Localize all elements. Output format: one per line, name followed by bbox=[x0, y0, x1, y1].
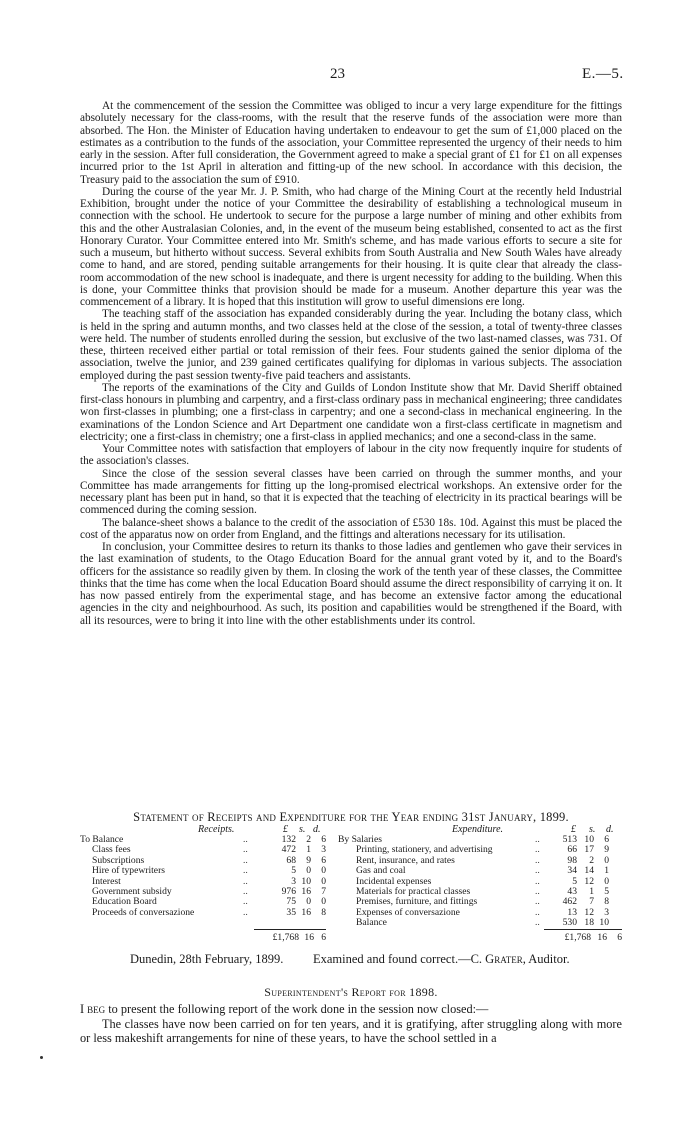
amount-shillings: 12 bbox=[584, 906, 594, 918]
expenditure-total bbox=[544, 933, 624, 943]
leader-dots: .. bbox=[535, 906, 540, 918]
statement-title: Statement of Receipts and Expenditure for the Year ending 31st January, 1899. bbox=[133, 810, 569, 824]
amount-pounds: 98 bbox=[567, 854, 577, 866]
total-shillings: 16 bbox=[597, 932, 607, 943]
receipts-currency-l: £ bbox=[283, 824, 288, 835]
leader-dots: .. bbox=[243, 875, 248, 887]
row-label: By Salaries bbox=[338, 834, 382, 845]
amount-pounds: 34 bbox=[567, 865, 577, 877]
receipts-total bbox=[254, 933, 329, 943]
row-label: Subscriptions bbox=[92, 854, 145, 866]
amount-pounds: 5 bbox=[291, 865, 296, 877]
amount-pounds: 3 bbox=[291, 875, 296, 887]
amount-pence: 1 bbox=[604, 865, 609, 877]
intro-line bbox=[80, 1002, 622, 1017]
leader-dots: .. bbox=[535, 896, 540, 908]
intro-text: to present the following report of the work done in the session now closed:— bbox=[105, 1002, 489, 1016]
leader-dots: .. bbox=[535, 844, 540, 856]
row-label: Proceeds of conversazione bbox=[92, 906, 195, 918]
receipts-currency-s: s. bbox=[299, 824, 306, 835]
amount-shillings: 9 bbox=[306, 854, 311, 866]
amount-shillings: 7 bbox=[589, 896, 594, 908]
place-date: Dunedin, 28th February, 1899. bbox=[130, 952, 284, 966]
amount-pounds: 68 bbox=[286, 854, 296, 866]
row-label: Class fees bbox=[92, 844, 131, 856]
amount-pence: 8 bbox=[604, 896, 609, 908]
superintendent-report-title: Superintendent's Report for 1898. bbox=[264, 985, 438, 999]
amount-shillings: 1 bbox=[589, 885, 594, 897]
leader-dots: .. bbox=[243, 834, 248, 845]
amount-pounds: 66 bbox=[567, 844, 577, 856]
amount-pence: 3 bbox=[604, 906, 609, 918]
amount-shillings: 10 bbox=[301, 875, 311, 887]
amount-pence: 6 bbox=[604, 834, 609, 845]
amount-pounds: 132 bbox=[281, 834, 296, 845]
row-label: Balance bbox=[356, 917, 387, 929]
amount-pounds: 13 bbox=[567, 906, 577, 918]
paragraph: The balance-sheet shows a balance to the credit of the association of £530 18s. 10d. Against this must be placed the cost of the apparatus now on order from England, and the fittings and alterations necessary for its utilisation. bbox=[80, 516, 622, 541]
amount-pence: 9 bbox=[604, 844, 609, 856]
amount-shillings: 14 bbox=[584, 865, 594, 877]
leader-dots: .. bbox=[243, 896, 248, 908]
total-pounds: £1,768 bbox=[272, 932, 299, 943]
amount-shillings: 0 bbox=[306, 896, 311, 908]
row-label: Interest bbox=[92, 875, 121, 887]
paragraph: Since the close of the session several classes have been carried on through the summer months, and your Committee has made arrangements for fitting up the long-promised electrical workshops. An extensive order for the necessary plant has been put in hand, so that it is expected that the teaching of electricity in its practical bearings will be commenced during the coming session. bbox=[80, 467, 622, 517]
row-label: Premises, furniture, and fittings bbox=[356, 896, 478, 908]
statement-row bbox=[80, 908, 330, 918]
amount-pounds: 976 bbox=[281, 885, 296, 897]
leader-dots: .. bbox=[535, 917, 540, 929]
row-label: Gas and coal bbox=[356, 865, 406, 877]
amount-pence: 0 bbox=[604, 854, 609, 866]
amount-pounds: 35 bbox=[286, 906, 296, 918]
paragraph: In conclusion, your Committee desires to return its thanks to those ladies and gentlemen who gave their services in the last examination of students, to the Otago Education Board for the annual grant voted by it, and to the Board's officers for the assistance so readily given by them. In closing the work of the tenth year of these classes, the Committee thinks that the time has come when the local Education Board should assume the direct responsibility of carrying it on. It has now passed entirely from the experimental stage, and has become an extensive factor among the educational agencies in the city and neighbourhood. As such, its position and capabilities would be strengthened if the Board, with all its resources, were to bring it into line with the other establishments under its control. bbox=[80, 541, 622, 627]
amount-pounds: 530 bbox=[562, 917, 577, 929]
auditor-title: , Auditor. bbox=[522, 952, 570, 966]
statement-row bbox=[80, 866, 330, 876]
statement-row bbox=[338, 918, 623, 928]
paragraph: Your Committee notes with satisfaction that employers of labour in the city now frequently inquire for students of the association's classes. bbox=[80, 443, 622, 468]
leader-dots: .. bbox=[243, 865, 248, 877]
audit-note bbox=[313, 952, 570, 967]
leader-dots: .. bbox=[535, 885, 540, 897]
amount-pence: 0 bbox=[321, 865, 326, 877]
receipts-heading: Receipts. bbox=[198, 824, 235, 835]
amount-pounds: 43 bbox=[567, 885, 577, 897]
paragraph: At the commencement of the session the Committee was obliged to incur a very large expenditure for the fittings absolutely necessary for the class-rooms, with the result that the reserve funds of the association were more than absorbed. The Hon. the Minister of Education having undertaken to endeavour to get the sum of £1,000 placed on the estimates as a contribution to the funds of the association, your Committee represented the urgency of their needs to him early in the session. After full consideration, the Government agreed to make a special grant of £1 for £1 on all expenses incurred prior to the 1st April in alteration and fitting-up of the new school. In accordance with this decision, the Treasury paid to the association the sum of £910. bbox=[80, 100, 622, 186]
total-pounds: £1,768 bbox=[564, 932, 591, 943]
amount-pence: 8 bbox=[321, 906, 326, 918]
page-number: 23 bbox=[330, 66, 345, 82]
amount-shillings: 2 bbox=[589, 854, 594, 866]
expenditure-currency-d: d. bbox=[606, 824, 614, 835]
amount-shillings: 16 bbox=[301, 906, 311, 918]
amount-shillings: 0 bbox=[306, 865, 311, 877]
amount-pounds: 472 bbox=[281, 844, 296, 856]
expenditure-currency-l: £ bbox=[571, 824, 576, 835]
amount-pence: 6 bbox=[321, 834, 326, 845]
row-label: Materials for practical classes bbox=[356, 885, 471, 897]
leader-dots: .. bbox=[243, 844, 248, 856]
leader-dots: .. bbox=[535, 834, 540, 845]
total-pence: 6 bbox=[321, 932, 326, 943]
row-label: Hire of typewriters bbox=[92, 865, 165, 877]
document-reference: E.—5. bbox=[582, 66, 624, 82]
expenditure-currency-s: s. bbox=[589, 824, 596, 835]
amount-pence: 5 bbox=[604, 885, 609, 897]
leader-dots: .. bbox=[243, 854, 248, 866]
paragraph: The teaching staff of the association has expanded considerably during the year. Including the botany class, which is held in the spring and autumn months, and two classes held at the close of the session, a total of twenty-three classes were held. The number of students enrolled during the session, but exclusive of the two last-named classes, was 731. Of these, thirteen received either partial or total remission of their fees. Four students gained the senior diploma of the association, twelve the junior, and 239 gained certificates qualifying for diplomas in various subjects. The association employed during the past session twenty-five paid teachers and assistants. bbox=[80, 308, 622, 382]
row-label: To Balance bbox=[80, 834, 124, 845]
leader-dots: .. bbox=[243, 885, 248, 897]
total-shillings: 16 bbox=[304, 932, 314, 943]
leader-dots: .. bbox=[535, 875, 540, 887]
statement-row bbox=[338, 866, 623, 876]
amount-pence: 0 bbox=[321, 875, 326, 887]
amount-pence: 0 bbox=[321, 896, 326, 908]
row-label: Government subsidy bbox=[92, 885, 172, 897]
receipts-currency-d: d. bbox=[313, 824, 321, 835]
total-pence: 6 bbox=[617, 932, 622, 943]
intro-lead: I beg bbox=[80, 1002, 106, 1016]
margin-mark bbox=[40, 1056, 43, 1059]
amount-shillings: 18 bbox=[584, 917, 594, 929]
expenditure-heading: Expenditure. bbox=[452, 824, 504, 835]
amount-shillings: 10 bbox=[584, 834, 594, 845]
amount-pounds: 5 bbox=[572, 875, 577, 887]
row-label: Education Board bbox=[92, 896, 157, 908]
paragraph: The classes have now been carried on for ten years, and it is gratifying, after struggling along with more or less makeshift arrangements for nine of these years, to have the school settled in a bbox=[80, 1016, 622, 1045]
amount-shillings: 1 bbox=[306, 844, 311, 856]
amount-pence: 6 bbox=[321, 854, 326, 866]
amount-shillings: 2 bbox=[306, 834, 311, 845]
leader-dots: .. bbox=[535, 865, 540, 877]
auditor-name: C. Grater bbox=[470, 952, 523, 966]
receipts-table bbox=[80, 835, 330, 918]
row-label: Rent, insurance, and rates bbox=[356, 854, 455, 866]
amount-shillings: 16 bbox=[301, 885, 311, 897]
expenditure-table bbox=[338, 835, 623, 929]
amount-pounds: 462 bbox=[562, 896, 577, 908]
superintendent-report-body bbox=[80, 1002, 622, 1046]
examined-text: Examined and found correct.— bbox=[313, 952, 471, 966]
report-body bbox=[80, 100, 622, 627]
row-label: Printing, stationery, and advertising bbox=[356, 844, 493, 856]
amount-pounds: 513 bbox=[562, 834, 577, 845]
leader-dots: .. bbox=[243, 906, 248, 918]
leader-dots: .. bbox=[535, 854, 540, 866]
amount-pence: 3 bbox=[321, 844, 326, 856]
receipts-total-rule bbox=[254, 929, 326, 930]
row-label: Expenses of conversazione bbox=[356, 906, 460, 918]
paragraph: During the course of the year Mr. J. P. Smith, who had charge of the Mining Court at the recently held Industrial Exhibition, brought under the notice of your Committee the desirability of establishing a technological museum in connection with the school. He undertook to secure for the purpose a large number of mining and other exhibits from this and the other Australasian Colonies, and, in the event of the museum being established, consented to act as the first Honorary Curator. Your Committee entered into Mr. Smith's scheme, and has made various efforts to secure a site for such a museum, but hitherto without success. Several exhibits from South Australia and New South Wales have already come to hand, and are stored, pending suitable arrangements for their housing. It is quite clear that already the class-room accommodation of the new school is inadequate, and there is urgent necessity for adding to the building. When this is done, your Committee thinks that provision should be made for a museum. Another departure this year was the commencement of a library. It is hoped that this institution will grow to useful dimensions ere long. bbox=[80, 185, 622, 308]
amount-pence: 7 bbox=[321, 885, 326, 897]
row-label: Incidental expenses bbox=[356, 875, 432, 887]
expenditure-total-rule bbox=[544, 929, 622, 930]
amount-pence: 0 bbox=[604, 875, 609, 887]
paragraph: The reports of the examinations of the City and Guilds of London Institute show that Mr. David Sheriff obtained first-class honours in plumbing and carpentry, and a first-class ordinary pass in mechanical engineering; three candidates won first-classes in plumbing; one a first-class in carpentry; and one a second-class in mechanical engineering. In the examinations of the London Science and Art Department one candidate won a first-class certificate in magnetism and electricity; one a first-class in chemistry; one a first-class in applied mechanics; and one a second-class in the same. bbox=[80, 381, 622, 443]
amount-shillings: 17 bbox=[584, 844, 594, 856]
amount-shillings: 12 bbox=[584, 875, 594, 887]
amount-pounds: 75 bbox=[286, 896, 296, 908]
amount-pence: 10 bbox=[599, 917, 609, 929]
